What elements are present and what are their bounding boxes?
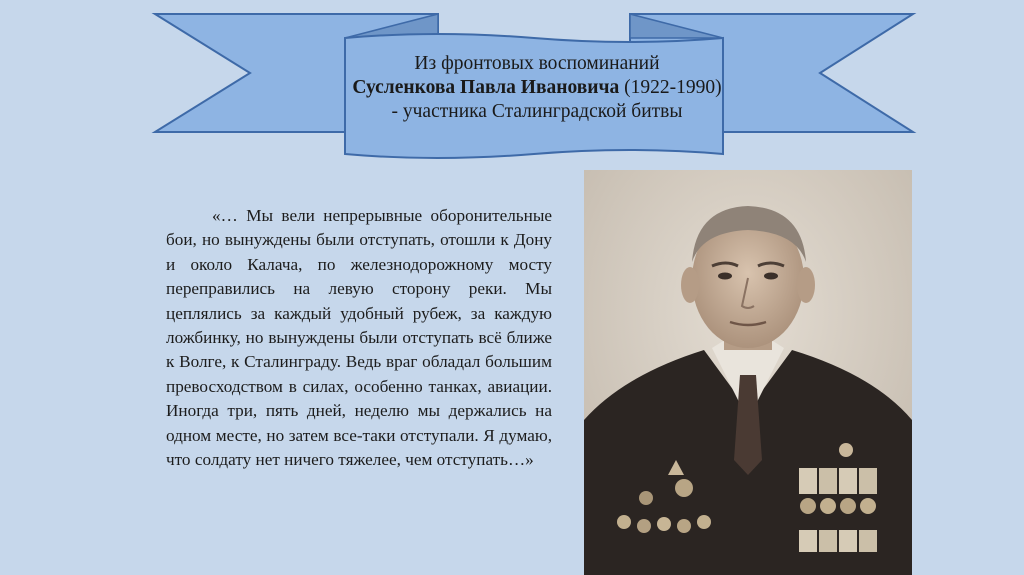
memoir-quote: «… Мы вели непрерывные оборонительные бои, но вынуждены были отступать, отошли к Дону и около Калача, по железнодорожному мосту переправились на левую сторону реки. Мы цеплялись за каждый удобный рубеж, за каждую ложбинку, но вынуждены были отступать всё ближе к Волге, к Сталинграду. Ведь враг обладал большим превосходством в силах, особенно танках, авиации. Иногда три, пять дней, неделю мы держались на одном месте, но затем все-таки отступали. Я думаю, что солдату нет ничего тяжелее, чем отступать…» xyxy=(166,206,552,470)
veteran-portrait-photo xyxy=(584,170,912,575)
banner-prefix: Из фронтовых воспоминаний xyxy=(414,53,660,74)
banner-years-role: (1922-1990) - участника Сталинградской битвы xyxy=(391,77,722,122)
portrait-illustration xyxy=(584,170,912,575)
banner-name: Сусленкова Павла Ивановича xyxy=(352,77,620,98)
banner-title xyxy=(352,52,722,124)
